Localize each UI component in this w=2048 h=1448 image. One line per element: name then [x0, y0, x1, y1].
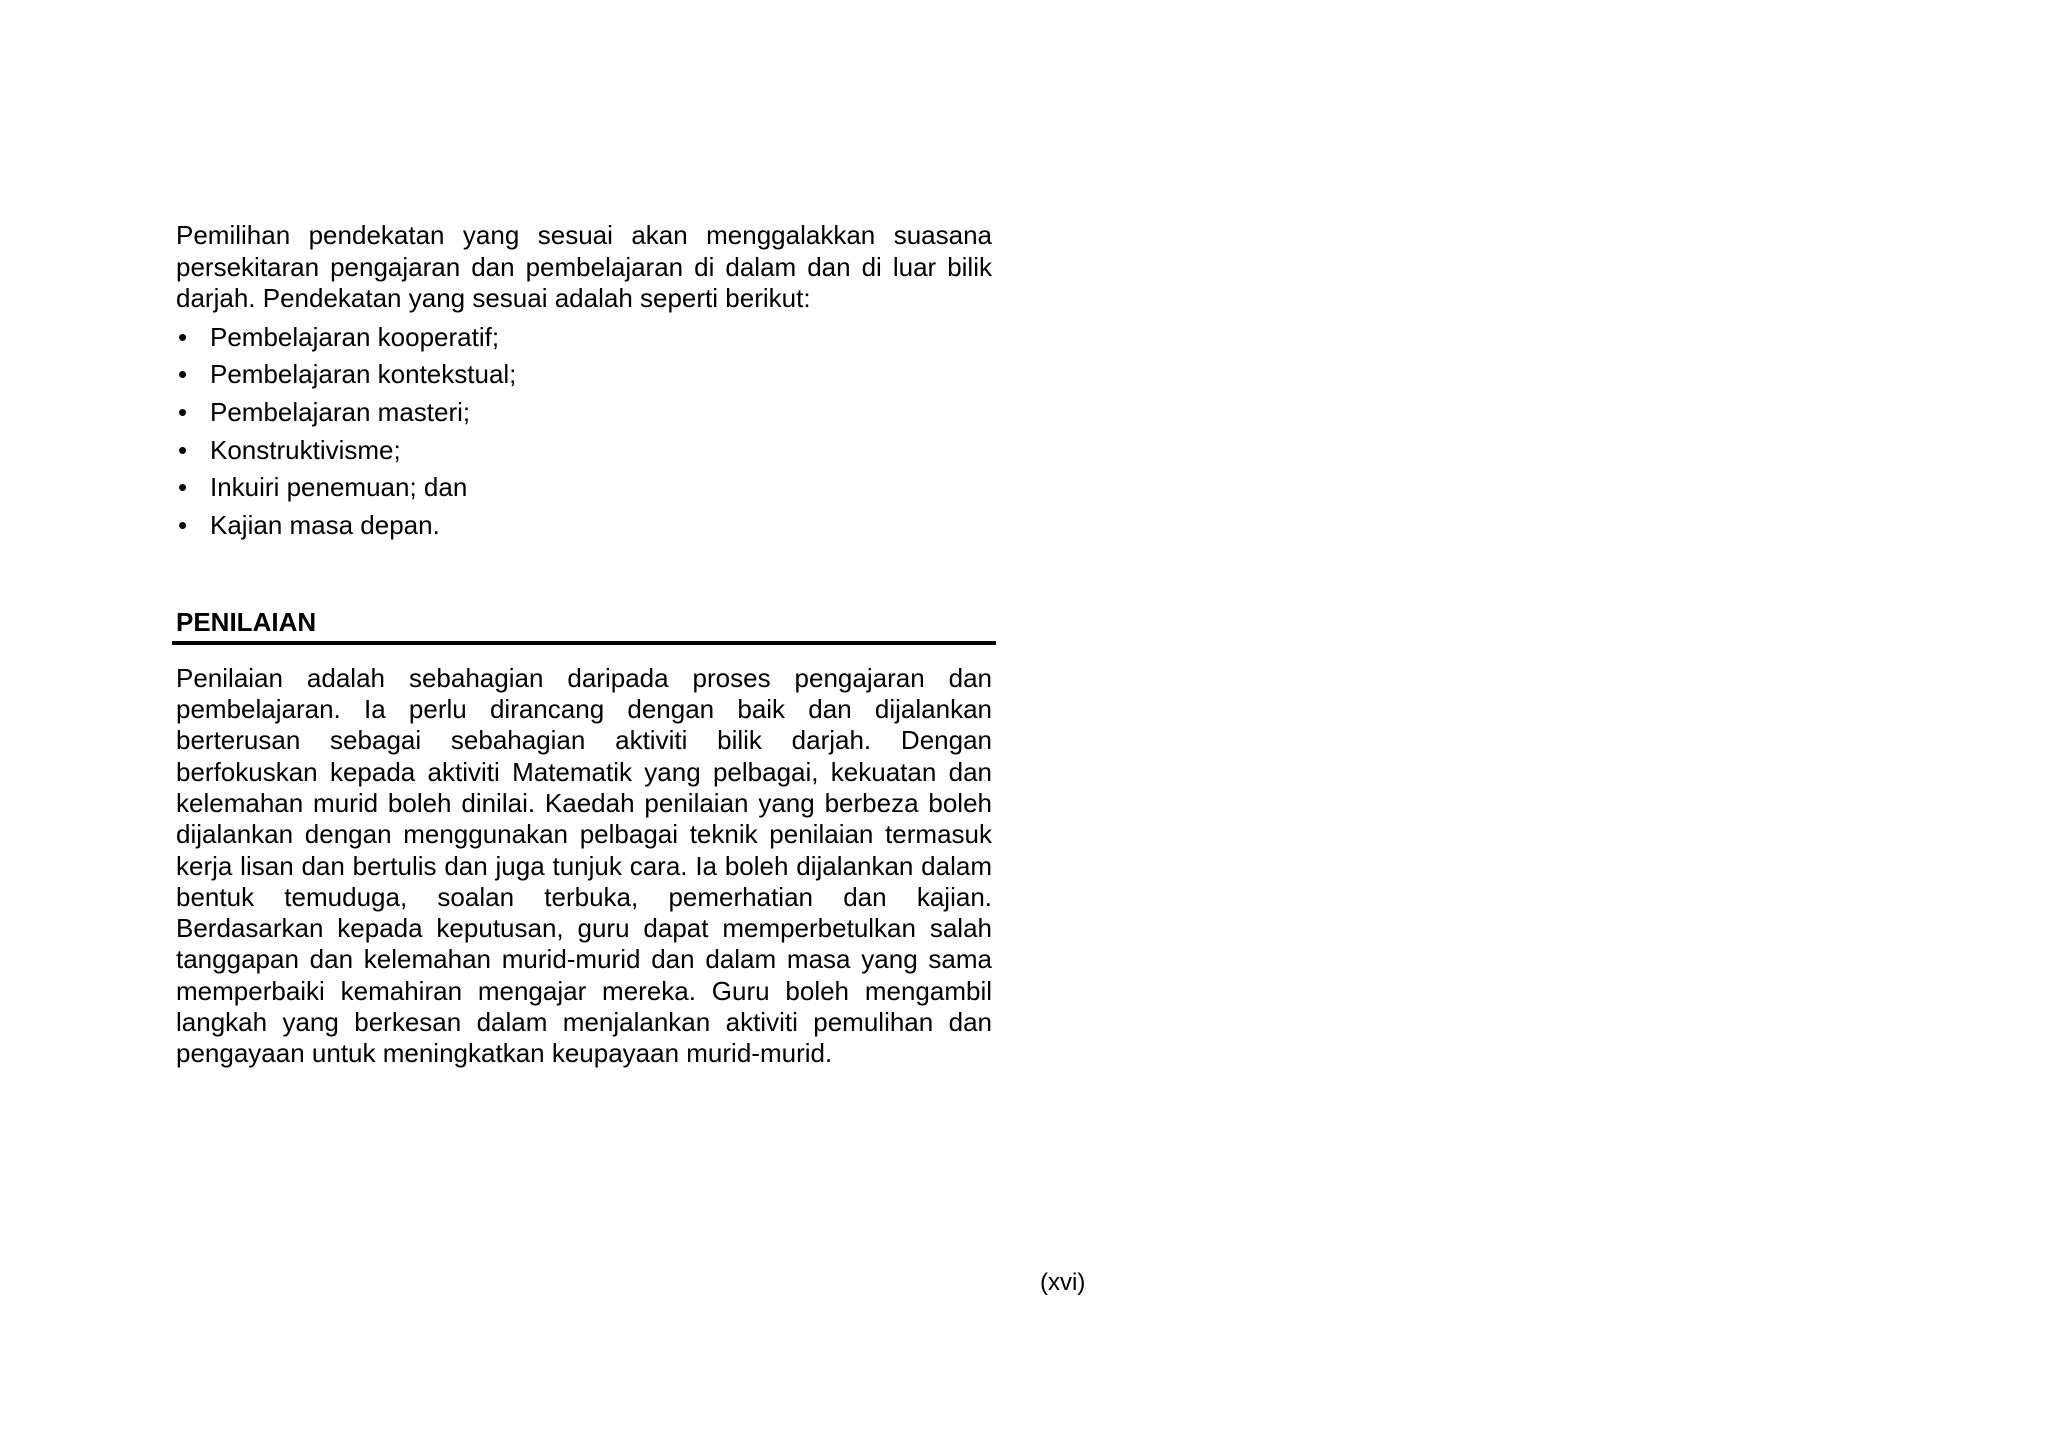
bullet-icon: •: [178, 321, 188, 352]
bullet-icon: •: [178, 359, 188, 390]
approach-list: [176, 319, 992, 545]
list-item-text: Kajian masa depan.: [210, 510, 440, 541]
list-item-text: Inkuiri penemuan; dan: [210, 472, 468, 503]
list-item: [176, 394, 992, 432]
bullet-icon: •: [178, 472, 188, 503]
list-item-text: Pembelajaran kontekstual;: [210, 359, 517, 390]
list-item: [176, 507, 992, 545]
list-item-text: Pembelajaran masteri;: [210, 396, 471, 427]
bullet-icon: •: [178, 510, 188, 541]
assessment-paragraph: Penilaian adalah sebahagian daripada proses pengajaran dan pembelajaran. Ia perlu dirancang dengan baik dan dijalankan berterusan sebagai sebahagian aktiviti bilik darjah. Dengan berfokuskan kepada aktiviti Matematik yang pelbagai, kekuatan dan kelemahan murid boleh dinilai. Kaedah penilaian yang berbeza boleh dijalankan dengan menggunakan pelbagai teknik penilaian termasuk kerja lisan dan bertulis dan juga tunjuk cara. Ia boleh dijalankan dalam bentuk temuduga, soalan terbuka, pemerhatian dan kajian. Berdasarkan kepada keputusan, guru dapat memperbetulkan salah tanggapan dan kelemahan murid-murid dan dalam masa yang sama memperbaiki kemahiran mengajar mereka. Guru boleh mengambil langkah yang berkesan dalam menjalankan aktiviti pemulihan dan pengayaan untuk meningkatkan keupayaan murid-murid.: [176, 662, 992, 1069]
bullet-icon: •: [178, 396, 188, 427]
bullet-icon: •: [178, 434, 188, 465]
list-item: [176, 469, 992, 507]
list-item: [176, 356, 992, 394]
list-item-text: Konstruktivisme;: [210, 434, 401, 465]
text-column: [176, 220, 992, 1070]
intro-paragraph: Pemilihan pendekatan yang sesuai akan menggalakkan suasana persekitaran pengajaran dan pembelajaran di dalam dan di luar bilik darjah. Pendekatan yang sesuai adalah seperti berikut:: [176, 220, 992, 313]
page-number: (xvi): [1040, 1269, 1086, 1296]
list-item-text: Pembelajaran kooperatif;: [210, 321, 500, 352]
list-item: [176, 432, 992, 470]
list-item: [176, 319, 992, 357]
section-heading-penilaian: PENILAIAN: [172, 605, 996, 645]
